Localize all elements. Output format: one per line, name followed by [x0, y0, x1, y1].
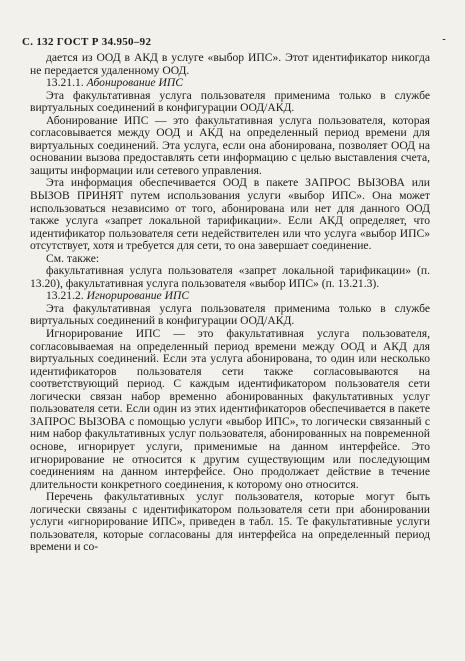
paragraph-3: Абонирование ИПС — это факультативная услуга пользователя, которая согласовывается между ООД и АКД на определенный период времени для виртуальных соединений. Эта услуга, если она абонирована, позволяет ООД на основании вызова предоставлять сети информацию с целью выставления счета, защиты информации или сетевого управления. [30, 113, 430, 177]
paragraph-5: См. также: [46, 251, 100, 265]
section-title: Игнорирование ИПС [86, 289, 190, 303]
section-number: 13.21.1. [46, 76, 84, 90]
paragraph-9: Перечень факультативных услуг пользователя, которые могут быть логически связаны с идентификатором пользователя сети при абонировании услуги «игнорирование ИПС», приведен в табл. 15. Те факультативные услуги пользователя, которые согласованы для интерфейса на определенный период времени и со- [30, 490, 430, 554]
page-header-text: С. 132 ГОСТ Р 34.950–92 [22, 36, 152, 48]
paragraph-7: Эта факультативная услуга пользователя применима только в службе виртуальных соединений в конфигурации ООД/АКД. [30, 301, 430, 328]
paragraph-1: дается из ООД в АКД в услуге «выбор ИПС». Этот идентификатор никогда не передается удаленному ООД. [30, 51, 430, 77]
body-text [30, 52, 430, 554]
section-number: 13.21.2. [46, 289, 84, 303]
paragraph-2: Эта факультативная услуга пользователя применима только в службе виртуальных соединений в конфигурации ООД/АКД. [30, 88, 430, 115]
paragraph-8: Игнорирование ИПС — это факультативная услуга пользователя, согласовываемая на определенный период времени между ООД и АКД для виртуальных соединений. Если эта услуга абонирована, то один или несколько идентификаторов пользователя сети также согласовываются на соответствующий период. С каждым идентификатором пользователя сети логически связан набор временно абонированных факультативных услуг пользователя сети. Если один из этих идентификаторов обеспечивается в пакете ЗАПРОС ВЫЗОВА с помощью услуги «выбор ИПС», то логически связанный с ним набор факультативных услуг пользователя, абонированных на повременной основе, игнорирует услуги, применимые на данном интерфейсе. Это игнорирование не относится к другим существующим или последующим соединениям на данном интерфейсе. Оно продолжает действие в течение длительности конкретного соединения, к которому оно относится. [30, 327, 430, 491]
paragraph-4: Эта информация обеспечивается ООД в пакете ЗАПРОС ВЫЗОВА или ВЫЗОВ ПРИНЯТ путем использования услуги «выбор ИПС». Она может использоваться независимо от того, абонирована или нет для данного ООД также услуга «запрет локальной тарификации». Если АКД определяет, что идентификатор пользователя сети недействителен или что услуга «выбор ИПС» отсутствует, хотя и требуется для сети, то она завершает соединение. [30, 176, 430, 253]
page-mark: - [442, 34, 446, 45]
section-title: Абонирование ИПС [86, 76, 183, 90]
page-header [22, 36, 452, 50]
section-heading-13-21-1 [30, 77, 430, 90]
paragraph-6: факультативная услуга пользователя «запрет локальной тарификации» (п. 13.20), факультативная услуга пользователя «выбор ИПС» (п. 13.21.3). [30, 264, 430, 290]
